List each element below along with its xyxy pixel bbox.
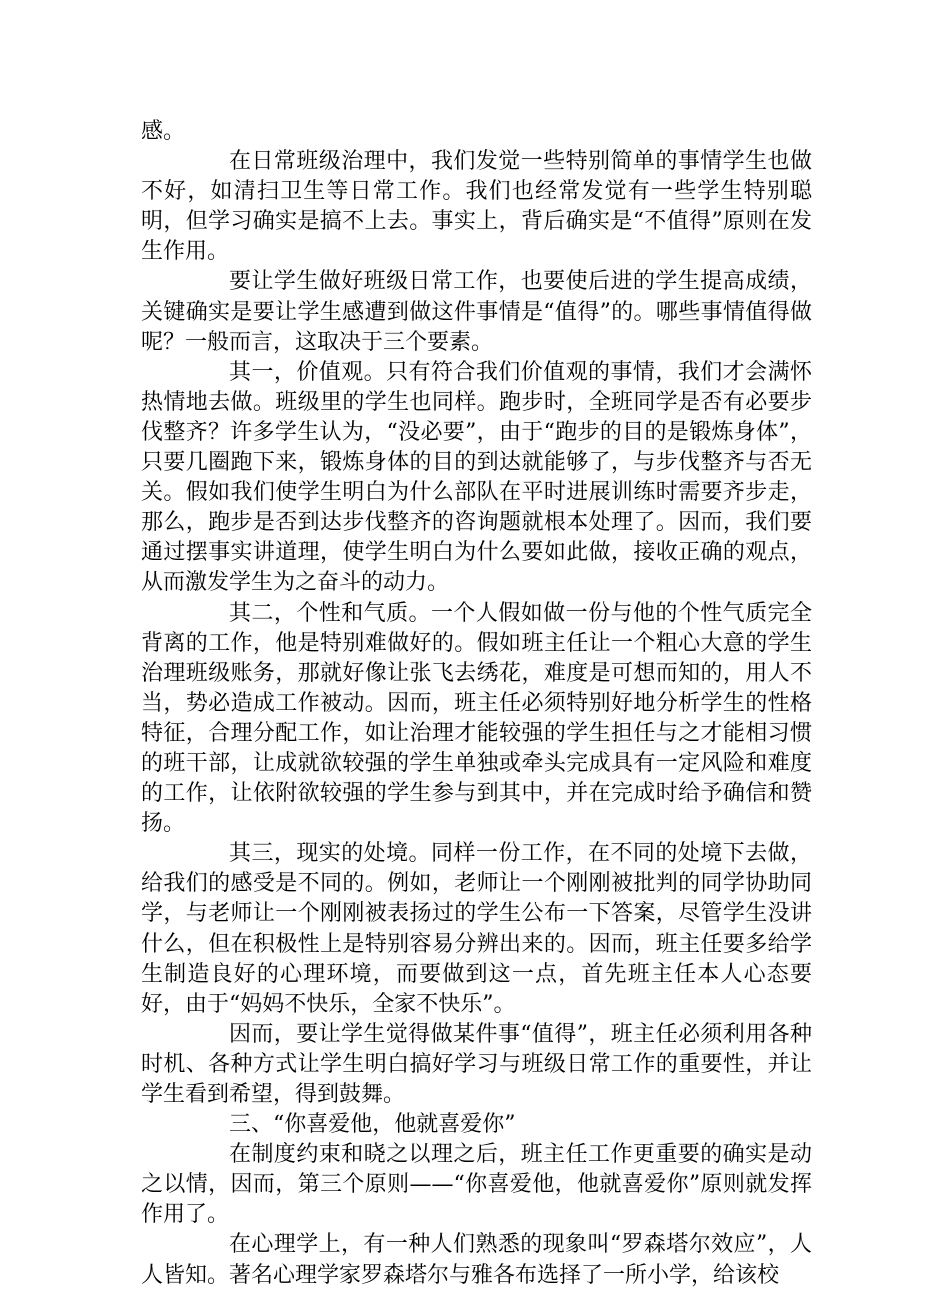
paragraph: 因而，要让学生觉得做某件事“值得”，班主任必须利用各种时机、各种方式让学生明白搞好学习与班级日常工作的重要性，并让学生看到希望，得到鼓舞。 — [141, 1021, 812, 1107]
paragraph: 在心理学上，有一种人们熟悉的现象叫“罗森塔尔效应”，人人皆知。著名心理学家罗森塔尔与雅各布选择了一所小学，给该校 — [141, 1232, 812, 1288]
paragraph: 感。 — [141, 119, 186, 144]
paragraph: 要让学生做好班级日常工作，也要使后进的学生提高成绩，关键确实是要让学生感遭到做这件事情是“值得”的。哪些事情值得做呢？一般而言，这取决于三个要素。 — [141, 269, 812, 355]
paragraph: 其二，个性和气质。一个人假如做一份与他的个性气质完全背离的工作，他是特别难做好的。假如班主任让一个粗心大意的学生治理班级账务，那就好像让张飞去绣花，难度是可想而知的，用人不当，势必造成工作被动。因而，班主任必须特别好地分析学生的性格特征，合理分配工作，如让治理才能较强的学生担任与之才能相习惯的班干部，让成就欲较强的学生单独或牵头完成具有一定风险和难度的工作，让依附欲较强的学生参与到其中，并在完成时给予确信和赞扬。 — [141, 600, 812, 837]
document-body — [141, 117, 812, 1291]
paragraph: 其三，现实的处境。同样一份工作，在不同的处境下去做，给我们的感受是不同的。例如，老师让一个刚刚被批判的同学协助同学，与老师让一个刚刚被表扬过的学生公布一下答案，尽管学生没讲什么，但在积极性上是特别容易分辨出来的。因而，班主任要多给学生制造良好的心理环境，而要做到这一点，首先班主任本人心态要好，由于“妈妈不快乐，全家不快乐”。 — [141, 841, 812, 1017]
paragraph: 在日常班级治理中，我们发觉一些特别简单的事情学生也做不好，如清扫卫生等日常工作。我们也经常发觉有一些学生特别聪明，但学习确实是搞不上去。事实上，背后确实是“不值得”原则在发生作用。 — [141, 149, 812, 265]
paragraph: 其一，价值观。只有符合我们价值观的事情，我们才会满怀热情地去做。班级里的学生也同样。跑步时，全班同学是否有必要步伐整齐？许多学生认为，“没必要”，由于“跑步的目的是锻炼身体”，只要几圈跑下来，锻炼身体的目的到达就能够了，与步伐整齐与否无关。假如我们使学生明白为什么部队在平时进展训练时需要齐步走，那么，跑步是否到达步伐整齐的咨询题就根本处理了。因而，我们要通过摆事实讲道理，使学生明白为什么要如此做，接收正确的观点，从而激发学生为之奋斗的动力。 — [141, 359, 812, 596]
section-heading: 三、“你喜爱他，他就喜爱你” — [229, 1112, 516, 1138]
paragraph: 在制度约束和晓之以理之后，班主任工作更重要的确实是动之以情，因而，第三个原则——“你喜爱他，他就喜爱你”原则就发挥作用了。 — [141, 1142, 812, 1228]
